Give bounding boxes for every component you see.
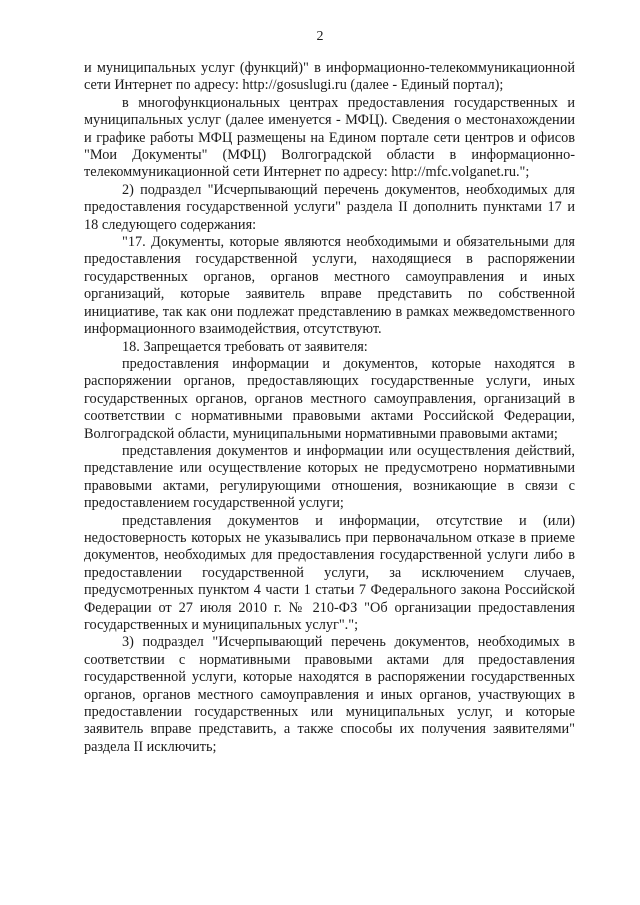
page-number: 2 — [316, 29, 324, 44]
paragraph-mfc: в многофункциональных центрах предоставления государственных и муниципальных услуг (далее именуется - МФЦ). Сведения о местонахождении и графике работы МФЦ размещены на Едином портале сети центров и офисов "Мои Документы" (МФЦ) Волгоградской области в информационно-телекоммуникационной сети Интернет по адресу: http://mfc.volganet.ru."; — [84, 94, 575, 181]
document-body — [84, 60, 575, 756]
paragraph-point-18: 18. Запрещается требовать от заявителя: — [122, 338, 368, 355]
paragraph-requirement-3: представления документов и информации, отсутствие и (или) недостоверность которых не указывались при первоначальном отказе в приеме документов, необходимых для предоставления государственной услуги либо в предоставлении государственной услуги, за исключением случаев, предусмотренных пунктом 4 части 1 статьи 7 Федерального закона Российской Федерации от 27 июля 2010 г. № 210-ФЗ "Об организации предоставления государственных и муниципальных услуг"."; — [84, 512, 575, 633]
paragraph-requirement-2: представления документов и информации или осуществления действий, представление или осуществление которых не предусмотрено нормативными правовыми актами, регулирующими отношения, возникающие в связи с предоставлением государственной услуги; — [84, 442, 575, 512]
paragraph-item-3: 3) подраздел "Исчерпывающий перечень документов, необходимых в соответствии с нормативными правовыми актами для предоставления государственной услуги, которые находятся в распоряжении государственных органов, органов местного самоуправления и иных органов, участвующих в предоставлении государственных или муниципальных услуг, и которые заявитель вправе представить, а также способы их получения заявителями" раздела II исключить; — [84, 634, 575, 755]
paragraph-point-17: "17. Документы, которые являются необходимыми и обязательными для предоставления государственной услуги, находящиеся в распоряжении государственных органов, органов местного самоуправления и иных организаций, которые заявитель вправе представить по собственной инициативе, так как они подлежат представлению в рамках межведомственного информационного взаимодействия, отсутствуют. — [84, 234, 575, 338]
paragraph-requirement-1: предоставления информации и документов, которые находятся в распоряжении органов, предоставляющих государственные услуги, иных государственных органов, органов местного самоуправления, организаций в соответствии с нормативными правовыми актами Российской Федерации, Волгоградской области, муниципальными нормативными правовыми актами; — [84, 355, 575, 442]
paragraph-portal-continuation: и муниципальных услуг (функций)" в информационно-телекоммуникационной сети Интернет по адресу: http://gosuslugi.ru (далее - Единый портал); — [84, 60, 575, 94]
paragraph-item-2: 2) подраздел "Исчерпывающий перечень документов, необходимых для предоставления государственной услуги" раздела II дополнить пунктами 17 и 18 следующего содержания: — [84, 181, 575, 233]
